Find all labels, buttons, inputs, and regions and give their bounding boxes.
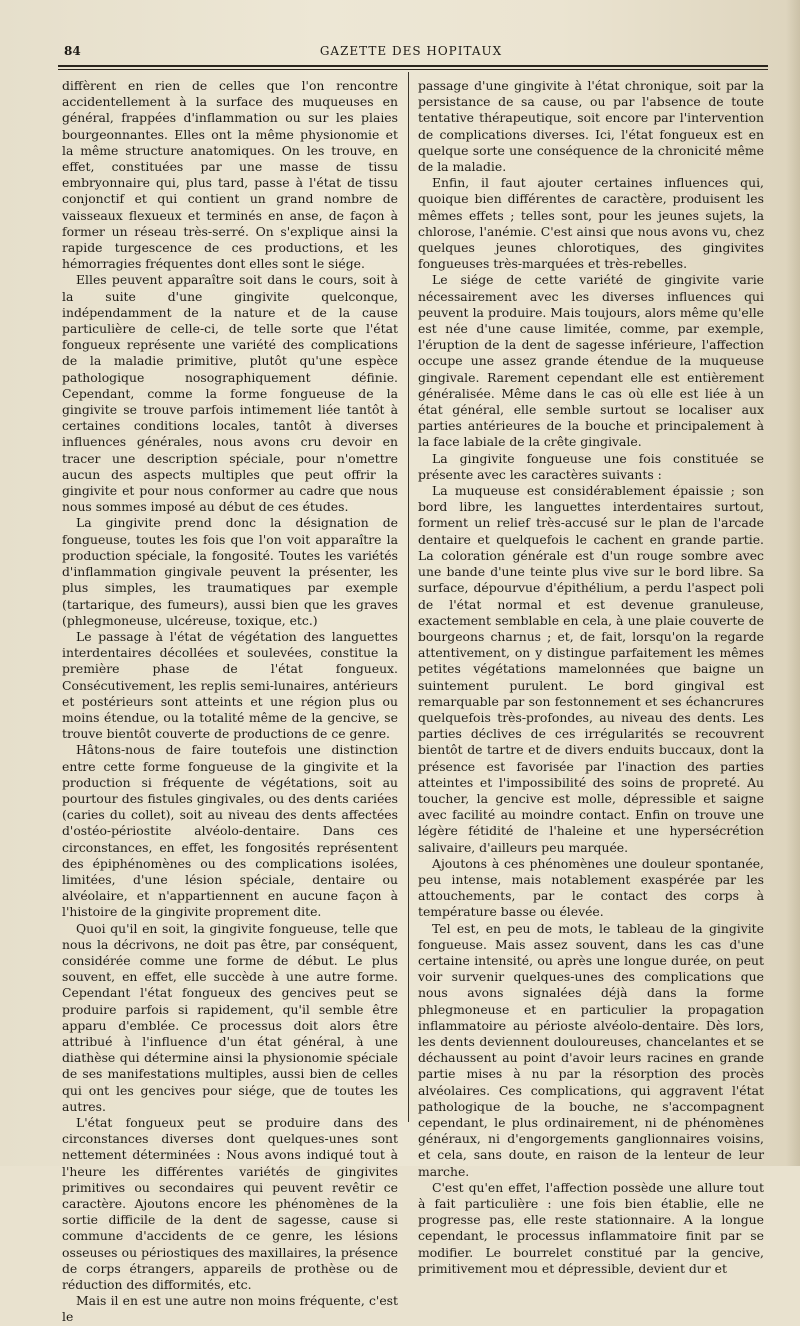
running-title: GAZETTE DES HOPITAUX [319, 44, 503, 58]
paragraph: La muqueuse est considérablement épaissie ; son bord libre, les languettes interdentaires surtout, forment un relief très-accusé sur le plan de l'arcade dentaire et quelquefois le cachent en grande partie. La coloration générale est d'un rouge sombre avec une bande d'une teinte plus vive sur le bord libre. Sa surface, dépourvue d'épithélium, a perdu l'aspect poli de l'état normal et est devenue granuleuse, exactement semblable en cela, à une plaie couverte de bourgeons charnus ; et, de fait, lorsqu'on la regarde attentivement, on y distingue parfaitement les mêmes petites végétations mamelonnées que baigne un suintement purulent. Le bord gingival est remarquable par son festonnement et ses échancrures quelquefois très-profondes, au niveau des dents. Les parties déclives de ces irrégularités se recouvrent bientôt de tartre et de divers enduits buccaux, dont la présence est favorisée par l'inaction des parties atteintes et l'impossibilité des soins de propreté. Au toucher, la gencive est molle, dépressible et saigne avec facilité au moindre contact. Enfin on trouve une légère fétidité de l'haleine et une hypersécrétion salivaire, d'ailleurs peu marquée. [418, 483, 764, 855]
right-column [418, 78, 764, 1277]
paragraph: Enfin, il faut ajouter certaines influences qui, quoique bien différentes de caractère, produisent les mêmes effets ; telles sont, pour les jeunes sujets, la chlorose, l'anémie. C'est ainsi que nous avons vu, chez quelques jeunes chlorotiques, des gingivites fongueuses très-marquées et très-rebelles. [418, 175, 764, 272]
paragraph: L'état fongueux peut se produire dans des circonstances diverses dont quelques-unes sont nettement déterminées : Nous avons indiqué tout à l'heure les différentes variétés de gingivites primitives ou secondaires qui peuvent revêtir ce caractère. Ajoutons encore les phénomènes de la sortie difficile de la dent de sagesse, cause si commune d'accidents de ce genre, les lésions osseuses ou périostiques des maxillaires, la présence de corps étrangers, appareils de prothèse ou de réduction des difformités, etc. [62, 1115, 398, 1293]
paragraph: La gingivite prend donc la désignation de fongueuse, toutes les fois que l'on voit apparaître la production spéciale, la fongosité. Toutes les variétés d'inflammation gingivale peuvent la présenter, les plus simples, les traumatiques par exemple (tartarique, des fumeurs), aussi bien que les graves (phlegmoneuse, ulcéreuse, toxique, etc.) [62, 515, 398, 628]
page-header [58, 42, 764, 62]
paragraph: Le passage à l'état de végétation des languettes interdentaires décollées et soulevées, constitue la première phase de l'état fongueux. Consécutivement, les replis semi-lunaires, antérieurs et postérieurs sont atteints et une région plus ou moins étendue, ou la totalité même de la gencive, se trouve bientôt couverte de productions de ce genre. [62, 628, 398, 742]
header-rule [58, 65, 768, 67]
paragraph: Tel est, en peu de mots, le tableau de la gingivite fongueuse. Mais assez souvent, dans les cas d'une certaine intensité, ou après une longue durée, on peut voir survenir quelques-unes des complications que nous avons signalées déjà dans la forme phlegmoneuse et en particulier la propagation inflammatoire au périoste alvéolo-dentaire. Dès lors, les dents deviennent douloureuses, chancelantes et se déchaussent au point d'avoir leurs racines en grande partie mises à nu par la résorption des procès alvéolaires. Ces complications, qui aggravent l'état pathologique de la bouche, ne s'accompagnent cependant, le plus ordinairement, ni de phénomènes généraux, ni d'engorgements ganglionnaires voisins, et cela, sans doute, en raison de la lenteur de leur marche. [418, 920, 764, 1179]
paragraph: Elles peuvent apparaître soit dans le cours, soit à la suite d'une gingivite quelconque, indépendamment de la nature et de la cause particulière de celle-ci, de telle sorte que l'état fongueux représente une variété des complications de la maladie primitive, plutôt qu'une espèce pathologique nosographiquement définie. Cependant, comme la forme fongueuse de la gingivite se trouve parfois intimement liée tantôt à certaines conditions locales, tantôt à diverses influences générales, nous avons cru devoir en tracer une description spéciale, pour n'omettre aucun des aspects multiples que peut offrir la gingivite et pour nous conformer au cadre que nous nous sommes imposé au début de ces études. [62, 272, 398, 515]
paragraph: Hâtons-nous de faire toutefois une distinction entre cette forme fongueuse de la gingivite et la production si fréquente de végétations, soit au pourtour des fistules gingivales, ou des dents cariées (caries du collet), soit au niveau des dents affectées d'ostéo-périostite alvéolo-dentaire. Dans ces circonstances, en effet, les fongosités représentent des épiphénomènes ou des complications isolées, limitées, d'une lésion spéciale, dentaire ou alvéolaire, et n'appartiennent en aucune façon à l'histoire de la gingivite proprement dite. [62, 742, 398, 920]
paragraph: Ajoutons à ces phénomènes une douleur spontanée, peu intense, mais notablement exaspérée par les attouchements, par le contact des corps à température basse ou élevée. [418, 855, 764, 920]
paragraph: C'est qu'en effet, l'affection possède une allure tout à fait particulière : une fois bien établie, elle ne progresse pas, elle reste stationnaire. A la longue cependant, le processus inflammatoire finit par se modifier. Le bourrelet constitué par la gencive, primitivement mou et dépressible, devient dur et [418, 1179, 764, 1276]
paragraph: Quoi qu'il en soit, la gingivite fongueuse, telle que nous la décrivons, ne doit pas être, par conséquent, considérée comme une forme de début. Le plus souvent, en effet, elle succède à une autre forme. Cependant l'état fongueux des gencives peut se produire parfois si rapidement, qu'il semble être apparu d'emblée. Ce processus doit alors être attribué à l'influence d'un état général, à une diathèse qui détermine ainsi la physionomie spéciale de ses manifestations multiples, aussi bien de celles qui ont les gencives pour siége, que de toutes les autres. [62, 920, 398, 1114]
paragraph: diffèrent en rien de celles que l'on rencontre accidentellement à la surface des muqueuses en général, frappées d'inflammation ou sur les plaies bourgeonnantes. Elles ont la même physionomie et la même structure anatomiques. On les trouve, en effet, constituées par une masse de tissu embryonnaire qui, plus tard, passe à l'état de tissu conjonctif et qui contient un grand nombre de vaisseaux flexueux et terminés en anse, de façon à former un réseau très-serré. On s'explique ainsi la rapide turgescence de ces productions, et les hémorragies fréquentes dont elles sont le siége. [62, 78, 398, 272]
paragraph: Mais il en est une autre non moins fréquente, c'est le [62, 1293, 398, 1325]
column-divider [408, 72, 409, 1122]
page-number: 84 [64, 44, 81, 58]
paragraph: Le siége de cette variété de gingivite varie nécessairement avec les diverses influences qui peuvent la produire. Mais toujours, alors même qu'elle est née d'une cause limitée, comme, par exemple, l'éruption de la dent de sagesse inférieure, l'affection occupe une assez grande étendue de la muqueuse gingivale. Rarement cependant elle est entièrement généralisée. Même dans le cas où elle est liée à un état général, elle semble surtout se localiser aux parties antérieures de la bouche et principalement à la face labiale de la crête gingivale. [418, 272, 764, 450]
header-rule-thin [58, 69, 768, 70]
paragraph: passage d'une gingivite à l'état chronique, soit par la persistance de sa cause, ou par l'absence de toute tentative thérapeutique, soit encore par l'intervention de complications diverses. Ici, l'état fongueux est en quelque sorte une conséquence de la chronicité même de la maladie. [418, 78, 764, 175]
binding-shadow [786, 0, 800, 1166]
paragraph: La gingivite fongueuse une fois constituée se présente avec les caractères suivants : [418, 450, 764, 482]
left-column [62, 78, 398, 1326]
